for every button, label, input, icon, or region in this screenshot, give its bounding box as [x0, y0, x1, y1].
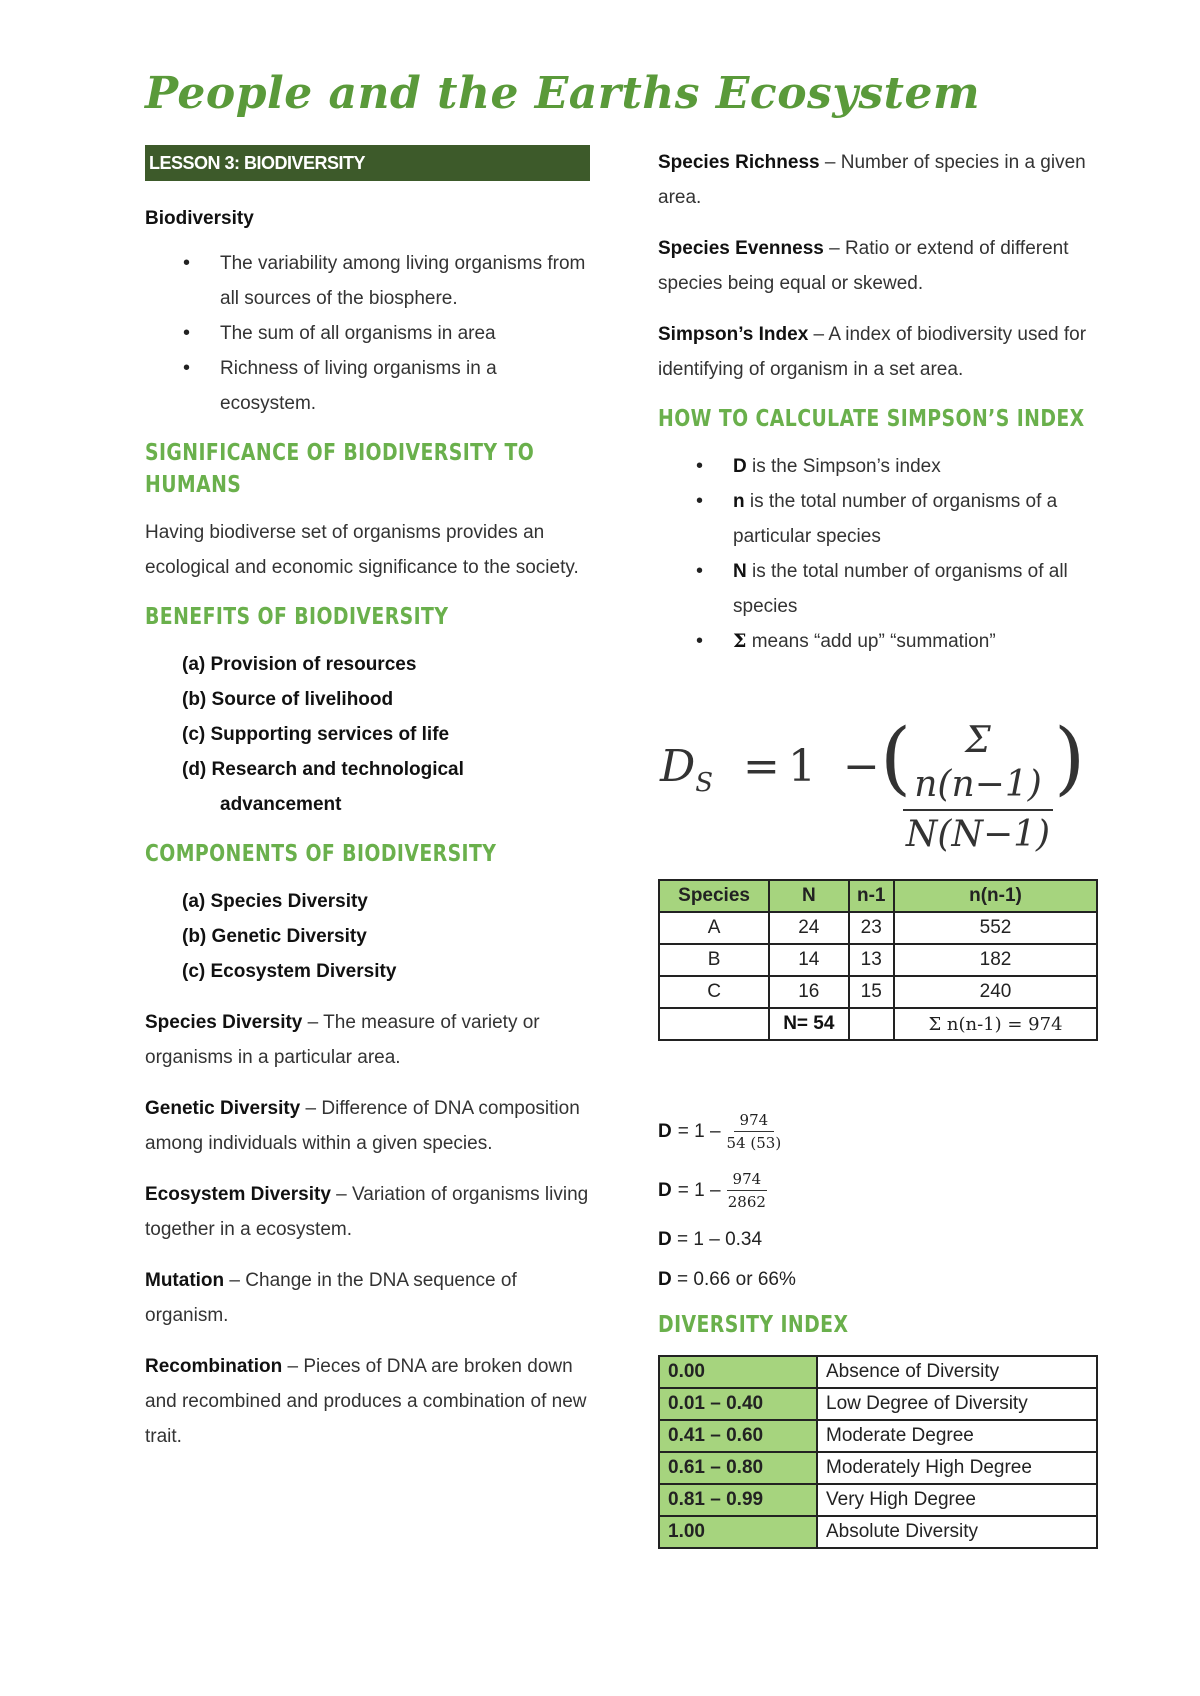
list-item: • Richness of living organisms in a ecosystem. [220, 351, 590, 421]
species-table [658, 879, 1098, 1041]
benefits-heading: BENEFITS OF BIODIVERSITY [145, 604, 449, 630]
list-item: • D is the Simpson’s index [733, 449, 1098, 484]
lesson-bar: LESSON 3: BIODIVERSITY [145, 145, 590, 181]
page-title: People and the Earths Ecosystem [145, 68, 981, 119]
calc-step-2: D = 1 – $\frac{974}{2862}$ [658, 1170, 766, 1211]
definition-species-richness: Species Richness – Number of species in a given area. [658, 152, 1086, 208]
how-to-calculate-heading: HOW TO CALCULATE SIMPSON’S INDEX [658, 406, 1085, 432]
definition-recombination: Recombination – Pieces of DNA are broken down and recombined and produces a combination of new trait. [145, 1356, 587, 1447]
table-row: B 14 13 182 [659, 944, 1097, 976]
formula-numerator: Σ n(n−1) [914, 720, 1042, 805]
list-item: • Σ means “add up” “summation” [733, 624, 1098, 659]
calculation-steps [658, 1111, 1098, 1291]
list-item: (b) Genetic Diversity [182, 926, 367, 947]
biodiversity-bullets [145, 246, 590, 421]
benefit-d-line2: advancement [220, 794, 342, 815]
table-row: 0.61 – 0.80 Moderately High Degree [659, 1452, 1097, 1484]
table-row: C 16 15 240 [659, 976, 1097, 1008]
calc-step-3: D = 1 – 0.34 [658, 1229, 763, 1250]
table-row: 0.81 – 0.99 Very High Degree [659, 1484, 1097, 1516]
definition-mutation: Mutation – Change in the DNA sequence of organism. [145, 1270, 517, 1326]
significance-text: Having biodiverse set of organisms provides an ecological and economic significance to the society. [145, 522, 579, 578]
definition-species-evenness: Species Evenness – Ratio or extend of different species being equal or skewed. [658, 238, 1069, 294]
right-column [658, 145, 1098, 1549]
definition-genetic-diversity: Genetic Diversity – Difference of DNA composition among individuals within a given species. [145, 1098, 580, 1154]
list-item [182, 752, 590, 822]
diversity-index-table [658, 1355, 1098, 1549]
benefits-list [145, 647, 590, 822]
significance-heading: SIGNIFICANCE OF BIODIVERSITY TO HUMANS [145, 440, 535, 498]
table-row: 1.00 Absolute Diversity [659, 1516, 1097, 1548]
simpson-formula: $D_S$ = 1 − ( Σ n(n−1) N(N−1) ) [660, 711, 1086, 855]
components-list [145, 884, 590, 989]
formula-denominator: N(N−1) [905, 814, 1051, 855]
list-item: • The variability among living organisms from all sources of the biosphere. [220, 246, 590, 316]
table-row: 0.01 – 0.40 Low Degree of Diversity [659, 1388, 1097, 1420]
definition-simpsons-index: Simpson’s Index – A index of biodiversity used for identifying of organism in a set area. [658, 324, 1087, 380]
total-sum: Σ n(n-1) = 974 [894, 1008, 1097, 1040]
list-item: (a) Species Diversity [182, 891, 368, 912]
calc-step-1: D = 1 – $\frac{974}{54 (53)}$ [658, 1111, 782, 1152]
table-header: N [769, 880, 848, 912]
list-item: • n is the total number of organisms of a particular species [733, 484, 1098, 554]
calc-step-4: D = 0.66 or 66% [658, 1269, 796, 1290]
table-header: n-1 [849, 880, 894, 912]
table-row: 0.00 Absence of Diversity [659, 1356, 1097, 1388]
list-item: (c) Ecosystem Diversity [182, 961, 397, 982]
diversity-index-heading: DIVERSITY INDEX [658, 1312, 849, 1338]
table-row: 0.41 – 0.60 Moderate Degree [659, 1420, 1097, 1452]
list-item: (a) Provision of resources [182, 654, 417, 675]
left-column [145, 145, 590, 1470]
table-row: A 24 23 552 [659, 912, 1097, 944]
formula-fraction [903, 719, 1053, 857]
list-item: • The sum of all organisms in area [220, 316, 590, 351]
table-header: Species [659, 880, 769, 912]
table-header: n(n-1) [894, 880, 1097, 912]
list-item: • N is the total number of organisms of all species [733, 554, 1098, 624]
table-row-total [659, 1008, 1097, 1040]
variables-list [658, 449, 1098, 659]
components-heading: COMPONENTS OF BIODIVERSITY [145, 841, 497, 867]
benefit-d-line1: (d) Research and technological [182, 759, 464, 780]
formula-lhs: $D_S$ [660, 741, 714, 798]
total-n: N= 54 [769, 1008, 848, 1040]
list-item: (c) Supporting services of life [182, 724, 450, 745]
list-item: (b) Source of livelihood [182, 689, 394, 710]
biodiversity-heading: Biodiversity [145, 208, 254, 229]
definition-ecosystem-diversity: Ecosystem Diversity – Variation of organisms living together in a ecosystem. [145, 1184, 589, 1240]
definition-species-diversity: Species Diversity – The measure of variety or organisms in a particular area. [145, 1012, 540, 1068]
